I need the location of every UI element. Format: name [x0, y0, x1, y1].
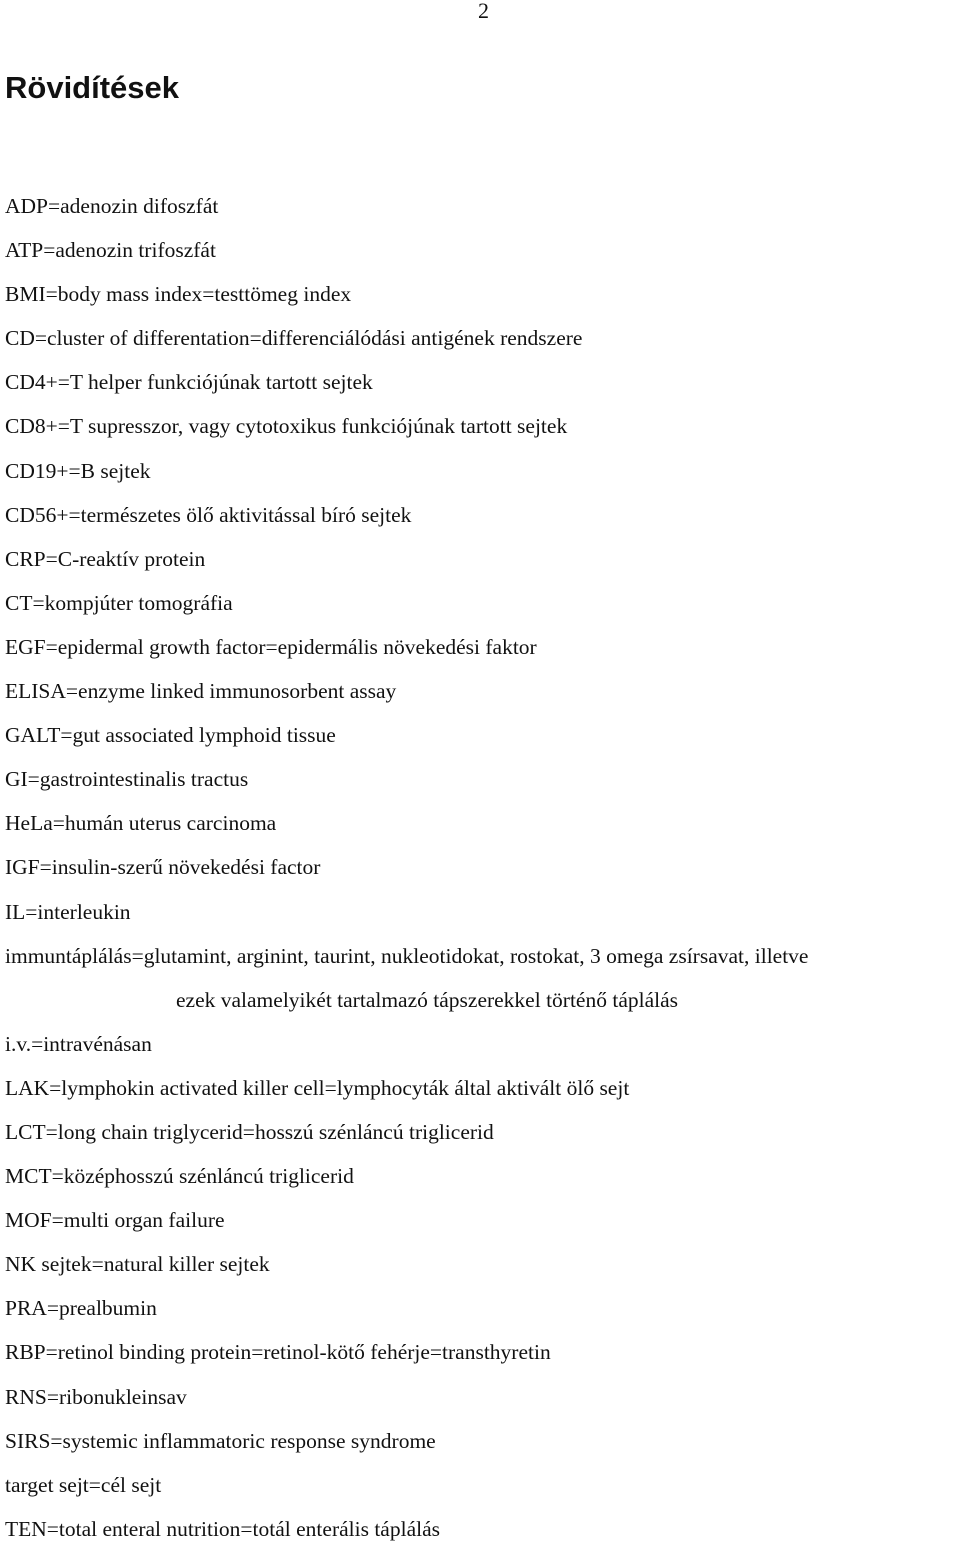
abbreviation-entry: [5, 1110, 960, 1154]
abbreviation-entry: [5, 801, 960, 845]
abbreviation-entry: [5, 404, 960, 448]
abbreviation-text: CRP=C-reaktív protein: [5, 546, 206, 571]
abbreviation-text: CD19+=B sejtek: [5, 458, 151, 483]
abbreviation-text: GI=gastrointestinalis tractus: [5, 767, 249, 792]
abbreviation-entry: [5, 449, 960, 493]
abbreviation-text: IGF=insulin-szerű növekedési factor: [5, 855, 321, 880]
abbreviation-entry: [5, 1286, 960, 1330]
abbreviation-continuation: ezek valamelyikét tartalmazó tápszerekkel történő táplálás: [176, 987, 679, 1012]
abbreviation-text: CD=cluster of differentation=differenciálódási antigének rendszere: [5, 326, 583, 351]
abbreviation-text: LCT=long chain triglycerid=hosszú szénláncú triglicerid: [5, 1119, 494, 1144]
abbreviation-text: PRA=prealbumin: [5, 1296, 157, 1321]
abbreviation-text: CD56+=természetes ölő aktivitással bíró sejtek: [5, 502, 412, 527]
abbreviation-text: SIRS=systemic inflammatoric response syndrome: [5, 1428, 436, 1453]
abbreviation-list: [5, 184, 960, 1551]
abbreviation-entry: [5, 316, 960, 360]
abbreviation-entry: [5, 493, 960, 537]
abbreviation-entry: [5, 184, 960, 228]
abbreviation-entry: [5, 360, 960, 404]
abbreviation-text: MCT=középhosszú szénláncú triglicerid: [5, 1164, 354, 1189]
abbreviation-text: ADP=adenozin difoszfát: [5, 194, 219, 218]
abbreviation-text: GALT=gut associated lymphoid tissue: [5, 723, 336, 748]
abbreviation-text: i.v.=intravénásan: [5, 1031, 152, 1056]
abbreviation-entry: [5, 228, 960, 272]
abbreviation-text: CT=kompjúter tomográfia: [5, 590, 233, 615]
abbreviation-entry: [5, 272, 960, 316]
abbreviation-entry: [5, 537, 960, 581]
abbreviation-text: NK sejtek=natural killer sejtek: [5, 1252, 270, 1277]
abbreviation-entry: [5, 890, 960, 934]
abbreviation-text: MOF=multi organ failure: [5, 1208, 225, 1233]
abbreviation-text: ATP=adenozin trifoszfát: [5, 238, 216, 263]
abbreviation-text: IL=interleukin: [5, 899, 131, 924]
abbreviation-entry: [5, 1066, 960, 1110]
abbreviation-entry: [5, 1242, 960, 1286]
abbreviation-text: HeLa=humán uterus carcinoma: [5, 811, 277, 836]
abbreviation-entry: [5, 713, 960, 757]
abbreviation-text: BMI=body mass index=testtömeg index: [5, 282, 352, 307]
abbreviation-entry: [5, 934, 960, 1022]
abbreviation-text: RBP=retinol binding protein=retinol-kötő fehérje=transthyretin: [5, 1340, 551, 1365]
abbreviation-entry: [5, 1507, 960, 1551]
abbreviation-entry: [5, 1198, 960, 1242]
abbreviation-text: EGF=epidermal growth factor=epidermális növekedési faktor: [5, 634, 537, 659]
abbreviation-entry: [5, 1022, 960, 1066]
page-number: 2: [478, 0, 489, 23]
abbreviation-text: target sejt=cél sejt: [5, 1472, 162, 1497]
abbreviation-entry: [5, 845, 960, 889]
abbreviation-entry: [5, 1375, 960, 1419]
abbreviation-text: CD8+=T supresszor, vagy cytotoxikus funkciójúnak tartott sejtek: [5, 414, 568, 439]
abbreviation-entry: [5, 625, 960, 669]
abbreviation-entry: [5, 581, 960, 625]
abbreviation-entry: [5, 1330, 960, 1374]
abbreviation-text: immuntáplálás=glutamint, arginint, taurint, nukleotidokat, rostokat, 3 omega zsírsavat, illetve: [5, 943, 809, 968]
abbreviation-entry: [5, 1154, 960, 1198]
abbreviation-text: LAK=lymphokin activated killer cell=lymphocyták által aktivált ölő sejt: [5, 1075, 630, 1100]
abbreviation-entry: [5, 757, 960, 801]
abbreviation-text: ELISA=enzyme linked immunosorbent assay: [5, 679, 397, 704]
page-title: Rövidítések: [5, 70, 180, 105]
abbreviation-text: TEN=total enteral nutrition=totál enterális táplálás: [5, 1516, 440, 1541]
abbreviation-text: RNS=ribonukleinsav: [5, 1384, 187, 1409]
abbreviation-text: CD4+=T helper funkciójúnak tartott sejtek: [5, 370, 373, 395]
abbreviation-entry: [5, 1463, 960, 1507]
abbreviation-entry: [5, 1419, 960, 1463]
abbreviation-entry: [5, 669, 960, 713]
